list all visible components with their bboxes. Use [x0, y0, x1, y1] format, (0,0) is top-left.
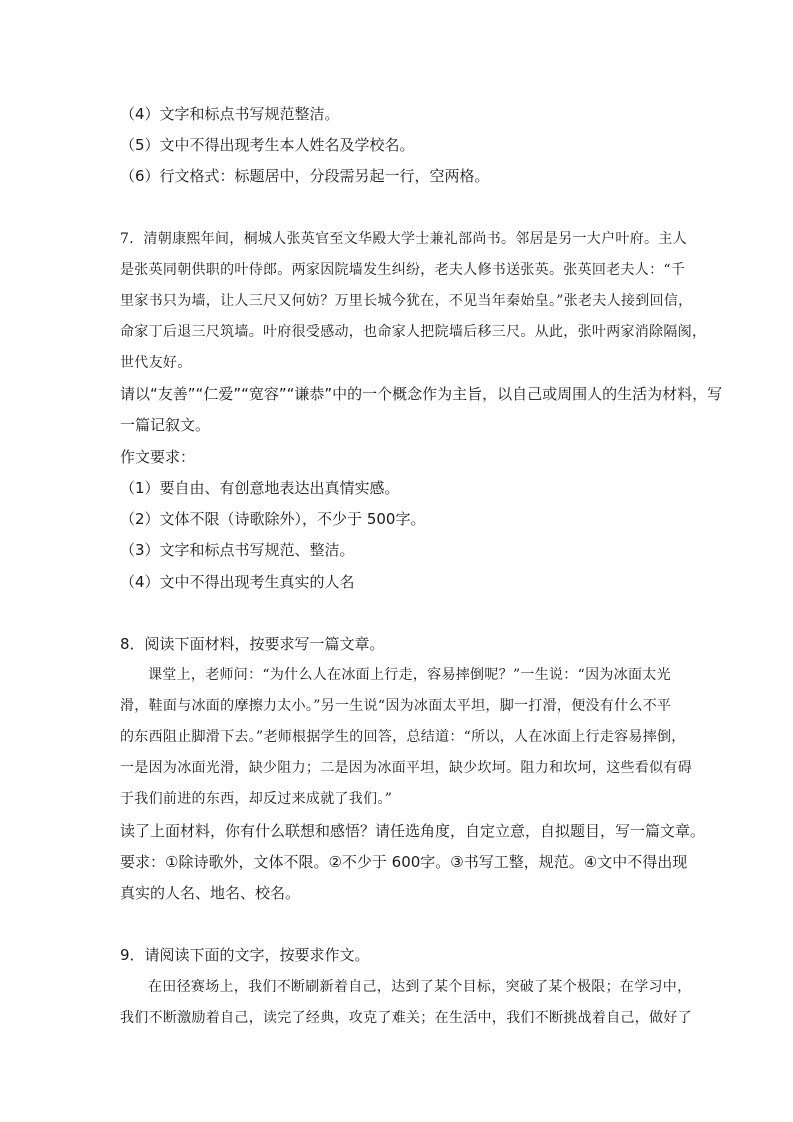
q7-story-line: 命家丁后退三尺筑墙。叶府很受感动，也命家人把院墙后移三尺。从此，张叶两家消除隔阂，: [120, 324, 707, 340]
requirement-item: （5）文中不得出现考生本人姓名及学校名。: [120, 136, 415, 154]
q8-material-line: 滑，鞋面与冰面的摩擦力太小。”另一生说“因为冰面太平坦，脚一打滑，便没有什么不平: [120, 698, 672, 714]
q8-heading: 8．阅读下面材料，按要求写一篇文章。: [120, 635, 385, 653]
requirement-item: （6）行文格式：标题居中，分段需另起一行，空两格。: [120, 167, 490, 185]
q8-material-line: 课堂上，老师问：“为什么人在冰面上行走，容易摔倒呢？”一生说：“因为冰面太光: [148, 667, 671, 683]
q9-material-line: 我们不断激励着自己，读完了经典，攻克了难关；在生活中，我们不断挑战着自己，做好了: [120, 1010, 692, 1026]
q8-material-line: 于我们前进的东西，却反过来成就了我们。”: [120, 791, 393, 807]
q7-requirement-item: （4）文中不得出现考生真实的人名: [120, 573, 355, 591]
q8-prompt-line: 真实的人名、地名、校名。: [120, 884, 301, 902]
q7-story-line: 7．清朝康熙年间，桐城人张英官至文华殿大学士兼礼部尚书。邻居是另一大户叶府。主人: [120, 231, 687, 247]
requirement-item: （4）文字和标点书写规范整洁。: [120, 105, 340, 123]
q8-prompt-line: 读了上面材料，你有什么联想和感悟？请任选角度，自定立意，自拟题目，写一篇文章。: [120, 822, 706, 840]
q7-requirements-title: 作文要求：: [120, 448, 196, 466]
q7-story-line: 是张英同朝供职的叶侍郎。两家因院墙发生纠纷，老夫人修书送张英。张英回老夫人：“千: [120, 262, 686, 278]
q7-requirement-item: （1）要自由、有创意地表达出真情实感。: [120, 479, 400, 497]
q7-requirement-item: （3）文字和标点书写规范、整洁。: [120, 541, 355, 559]
q7-requirement-item: （2）文体不限（诗歌除外），不少于 500字。: [120, 510, 426, 528]
q7-story-line: 世代友好。: [120, 355, 192, 371]
q8-material-line: 的东西阻止脚滑下去。”老师根据学生的回答，总结道：“所以，人在冰面上行走容易摔倒，: [120, 729, 686, 745]
q9-material-line: 在田径赛场上，我们不断刷新着自己，达到了某个目标，突破了某个极限；在学习中，: [148, 979, 692, 995]
q8-prompt-line: 要求：①除诗歌外，文体不限。②不少于 600字。③书写工整，规范。④文中不得出现: [120, 853, 688, 871]
q7-story-line: 里家书只为墙，让人三尺又何妨？万里长城今犹在，不见当年秦始皇。”张老夫人接到回信，: [120, 293, 693, 309]
q7-prompt-line: 一篇记叙文。: [120, 416, 211, 434]
q7-prompt-line: 请以“友善”“仁爱”“宽容”“谦恭”中的一个概念作为主旨，以自己或周围人的生活为材料，写: [120, 385, 723, 403]
q8-material-line: 一是因为冰面光滑，缺少阻力；二是因为冰面平坦，缺少坎坷。阻力和坎坷，这些看似有碍: [120, 760, 692, 776]
q9-heading: 9．请阅读下面的文字，按要求作文。: [120, 946, 370, 964]
